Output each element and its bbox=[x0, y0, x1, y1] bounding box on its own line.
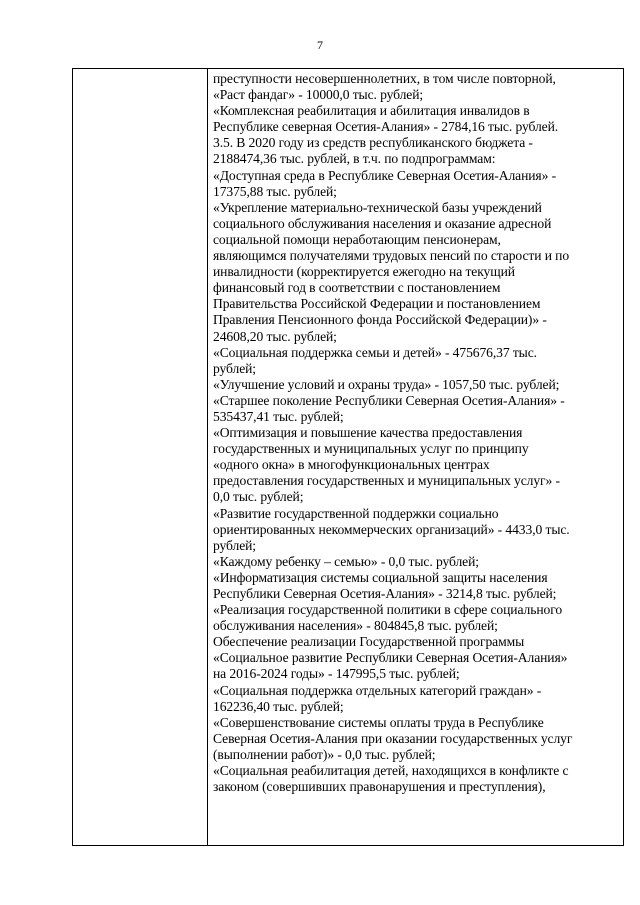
text-line: «Комплексная реабилитация и абилитация инвалидов в bbox=[213, 103, 530, 119]
text-line: «Каждому ребенку – семью» - 0,0 тыс. рублей; bbox=[213, 553, 479, 569]
text-line: предоставления государственных и муниципальных услуг» - bbox=[213, 473, 560, 489]
text-line: «Улучшение условий и охраны труда» - 1057,50 тыс. рублей; bbox=[213, 376, 560, 392]
text-line: на 2016-2024 годы» - 147995,5 тыс. рублей; bbox=[213, 666, 460, 682]
text-line: инвалидности (корректируется ежегодно на текущий bbox=[213, 264, 515, 280]
text-line: «Укрепление материально-технической базы учреждений bbox=[213, 199, 542, 215]
document-table bbox=[72, 68, 624, 846]
text-line: «Социальное развитие Республики Северная Осетия-Алания» bbox=[213, 650, 568, 666]
table-row bbox=[73, 69, 624, 846]
text-line: «Социальная реабилитация детей, находящихся в конфликте с bbox=[213, 763, 569, 779]
text-line: 0,0 тыс. рублей; bbox=[213, 489, 304, 505]
text-line: «Социальная поддержка семьи и детей» - 475676,37 тыс. bbox=[213, 344, 537, 360]
left-cell bbox=[73, 69, 208, 846]
text-line: преступности несовершеннолетних, в том числе повторной, bbox=[213, 71, 556, 86]
page-number: 7 bbox=[317, 38, 323, 52]
text-line: «Старшее поколение Республики Северная Осетия-Алания» - bbox=[213, 392, 565, 408]
text-line: «Оптимизация и повышение качества предоставления bbox=[213, 425, 523, 441]
text-line: государственных и муниципальных услуг по принципу bbox=[213, 441, 529, 457]
right-cell bbox=[208, 69, 624, 846]
text-line: социального обслуживания населения и оказание адресной bbox=[213, 215, 552, 231]
text-line: «Реализация государственной политики в сфере социального bbox=[213, 602, 563, 618]
text-line: «Информатизация системы социальной защиты населения bbox=[213, 569, 548, 585]
text-line: «Совершенствование системы оплаты труда в Республике bbox=[213, 714, 544, 730]
cell-text bbox=[208, 69, 623, 795]
text-line: обслуживания населения» - 804845,8 тыс. рублей; bbox=[213, 618, 498, 634]
text-line: «Социальная поддержка отдельных категорий граждан» - bbox=[213, 682, 542, 698]
text-line: финансовый год в соответствии с постановлением bbox=[213, 280, 501, 296]
text-line: рублей; bbox=[213, 360, 256, 376]
text-line: 2188474,36 тыс. рублей, в т.ч. по подпрограммам: bbox=[213, 151, 496, 167]
text-line: Обеспечение реализации Государственной программы bbox=[213, 634, 525, 650]
text-line: 17375,88 тыс. рублей; bbox=[213, 183, 337, 199]
text-line: 24608,20 тыс. рублей; bbox=[213, 328, 337, 344]
text-line: (выполнении работ)» - 0,0 тыс. рублей; bbox=[213, 746, 436, 762]
text-line: «Доступная среда в Республике Северная Осетия-Алания» - bbox=[213, 167, 556, 183]
text-line: социальной помощи неработающим пенсионерам, bbox=[213, 231, 501, 247]
text-line: Правительства Российской Федерации и постановлением bbox=[213, 296, 541, 312]
text-line: законом (совершивших правонарушения и преступления), bbox=[213, 779, 546, 795]
text-line: 3.5. В 2020 году из средств республиканского бюджета - bbox=[213, 135, 533, 151]
text-line: ориентированных некоммерческих организаций» - 4433,0 тыс. bbox=[213, 521, 570, 537]
text-line: 535437,41 тыс. рублей; bbox=[213, 408, 344, 424]
text-line: рублей; bbox=[213, 537, 256, 553]
text-line: являющимся получателями трудовых пенсий по старости и по bbox=[213, 248, 570, 264]
text-line: 162236,40 тыс. рублей; bbox=[213, 698, 344, 714]
text-line: Республики Северная Осетия-Алания» - 3214,8 тыс. рублей; bbox=[213, 586, 557, 601]
text-line: «Раст фандаг» - 10000,0 тыс. рублей; bbox=[213, 87, 424, 103]
text-line: «одного окна» в многофункциональных центрах bbox=[213, 457, 490, 473]
text-line: «Развитие государственной поддержки социально bbox=[213, 505, 499, 521]
text-line: Республике северная Осетия-Алания» - 2784,16 тыс. рублей. bbox=[213, 119, 559, 135]
text-line: Правления Пенсионного фонда Российской Федерации)» - bbox=[213, 312, 547, 328]
text-line: Северная Осетия-Алания при оказании государственных услуг bbox=[213, 730, 573, 746]
